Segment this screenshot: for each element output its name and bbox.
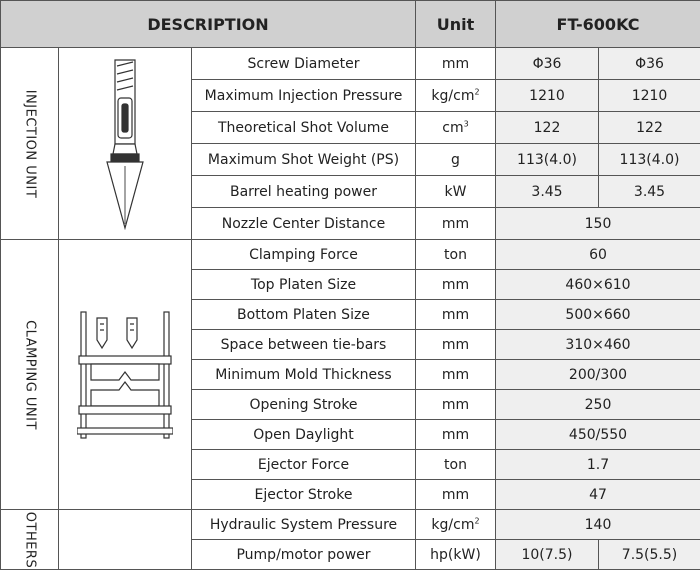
spec-unit: hp(kW) <box>416 540 496 570</box>
spec-unit: ton <box>416 240 496 270</box>
spec-value: Φ36 <box>496 48 599 80</box>
section-others <box>1 510 59 570</box>
spec-label: Nozzle Center Distance <box>192 208 416 240</box>
section-label: OTHERS <box>22 511 37 567</box>
spec-value: 140 <box>496 510 700 540</box>
spec-unit: mm <box>416 300 496 330</box>
spec-unit: kW <box>416 176 496 208</box>
spec-unit: g <box>416 144 496 176</box>
spec-label: Bottom Platen Size <box>192 300 416 330</box>
header-unit: Unit <box>416 1 496 48</box>
spec-label: Minimum Mold Thickness <box>192 360 416 390</box>
spec-label: Ejector Force <box>192 450 416 480</box>
spec-label: Ejector Stroke <box>192 480 416 510</box>
spec-value: 200/300 <box>496 360 700 390</box>
header-description: DESCRIPTION <box>1 1 416 48</box>
spec-label: Barrel heating power <box>192 176 416 208</box>
unit-superscript: 3 <box>464 119 469 128</box>
spec-value: 60 <box>496 240 700 270</box>
spec-value: 3.45 <box>496 176 599 208</box>
spec-label: Pump/motor power <box>192 540 416 570</box>
header-row <box>1 1 700 48</box>
spec-value: 250 <box>496 390 700 420</box>
spec-value: 450/550 <box>496 420 700 450</box>
spec-value: 10(7.5) <box>496 540 599 570</box>
spec-unit: mm <box>416 480 496 510</box>
screw-nozzle-icon <box>103 58 147 230</box>
spec-unit <box>416 112 496 144</box>
unit-superscript: 2 <box>474 516 479 525</box>
spec-value: 47 <box>496 480 700 510</box>
spec-value: 7.5(5.5) <box>599 540 700 570</box>
spec-unit: mm <box>416 208 496 240</box>
unit-text: kg/cm <box>431 88 474 104</box>
spec-value: 150 <box>496 208 700 240</box>
spec-unit: mm <box>416 390 496 420</box>
spec-label: Screw Diameter <box>192 48 416 80</box>
spec-value: 310×460 <box>496 330 700 360</box>
table-row <box>1 510 700 540</box>
spec-unit: mm <box>416 48 496 80</box>
unit-text: kg/cm <box>431 517 474 533</box>
spec-label: Maximum Injection Pressure <box>192 80 416 112</box>
spec-value: 1210 <box>599 80 700 112</box>
spec-label: Space between tie-bars <box>192 330 416 360</box>
spec-label: Theoretical Shot Volume <box>192 112 416 144</box>
section-injection-unit <box>1 48 59 240</box>
others-illustration <box>59 510 192 570</box>
section-label: CLAMPING UNIT <box>22 320 37 430</box>
spec-value: 500×660 <box>496 300 700 330</box>
screw-nozzle-illustration <box>59 48 192 240</box>
clamping-illustration <box>59 240 192 510</box>
spec-value: 113(4.0) <box>496 144 599 176</box>
spec-value: 460×610 <box>496 270 700 300</box>
unit-text: cm <box>442 120 463 136</box>
spec-unit: mm <box>416 360 496 390</box>
spec-unit <box>416 80 496 112</box>
spec-value: 3.45 <box>599 176 700 208</box>
spec-value: 1210 <box>496 80 599 112</box>
spec-unit: mm <box>416 420 496 450</box>
spec-value: Φ36 <box>599 48 700 80</box>
spec-value: 122 <box>599 112 700 144</box>
spec-value: 1.7 <box>496 450 700 480</box>
spec-label: Hydraulic System Pressure <box>192 510 416 540</box>
unit-superscript: 2 <box>474 87 479 96</box>
spec-unit: ton <box>416 450 496 480</box>
spec-label: Opening Stroke <box>192 390 416 420</box>
header-model: FT-600KC <box>496 1 700 48</box>
table-row <box>1 240 700 270</box>
spec-unit <box>416 510 496 540</box>
spec-label: Clamping Force <box>192 240 416 270</box>
section-clamping-unit <box>1 240 59 510</box>
section-label: INJECTION UNIT <box>22 89 37 198</box>
spec-value: 122 <box>496 112 599 144</box>
spec-unit: mm <box>416 270 496 300</box>
spec-unit: mm <box>416 330 496 360</box>
spec-label: Maximum Shot Weight (PS) <box>192 144 416 176</box>
table-row <box>1 48 700 80</box>
clamping-unit-icon <box>77 310 173 440</box>
spec-label: Open Daylight <box>192 420 416 450</box>
spec-value: 113(4.0) <box>599 144 700 176</box>
spec-label: Top Platen Size <box>192 270 416 300</box>
